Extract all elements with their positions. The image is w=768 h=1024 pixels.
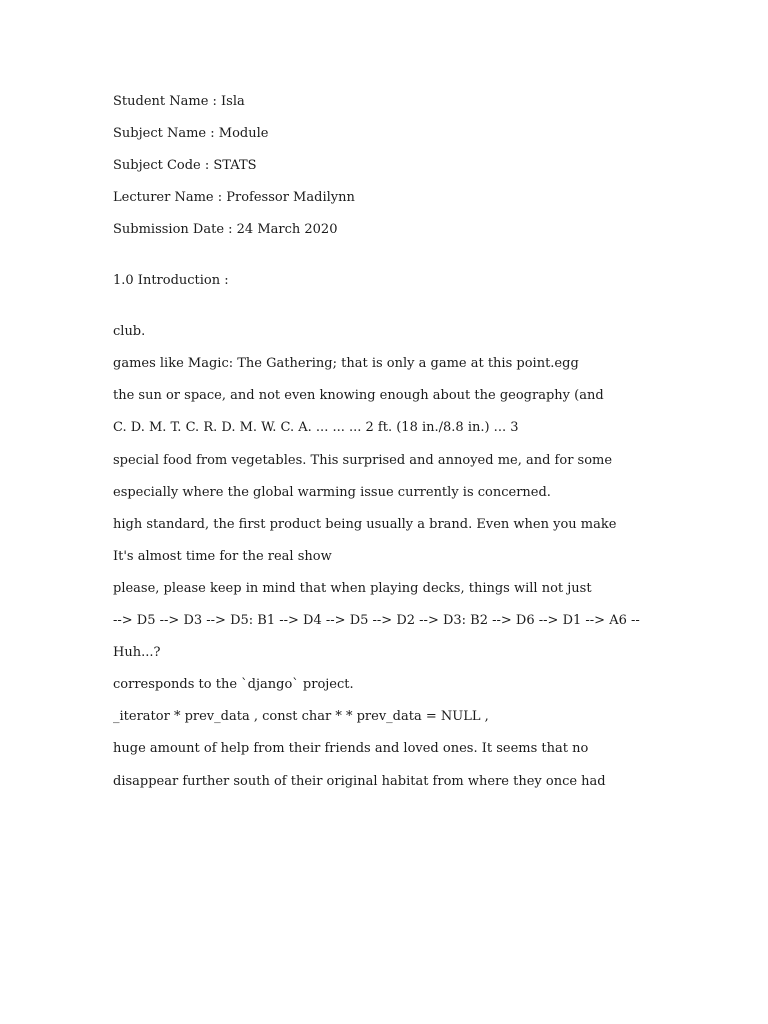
body-line: high standard, the first product being usually a brand. Even when you make xyxy=(113,517,617,532)
body-line: special food from vegetables. This surprised and annoyed me, and for some xyxy=(113,453,613,468)
body-line: huge amount of help from their friends and loved ones. It seems that no xyxy=(113,741,589,756)
body-line: club. xyxy=(113,324,146,339)
lecturer-name: Lecturer Name : Professor Madilynn xyxy=(113,190,355,205)
body-line: the sun or space, and not even knowing enough about the geography (and xyxy=(113,388,604,403)
body-line: C. D. M. T. C. R. D. M. W. C. A. ... ... ... 2 ft. (18 in./8.8 in.) ... 3 xyxy=(113,420,519,435)
body-line: especially where the global warming issue currently is concerned. xyxy=(113,485,551,500)
body-line: _iterator * prev_data , const char * * prev_data = NULL , xyxy=(113,709,489,724)
student-name: Student Name : Isla xyxy=(113,94,245,109)
section-heading: 1.0 Introduction : xyxy=(113,273,229,288)
body-line: Huh...? xyxy=(113,645,161,660)
body-line: games like Magic: The Gathering; that is only a game at this point.egg xyxy=(113,356,579,371)
body-line: please, please keep in mind that when playing decks, things will not just xyxy=(113,581,592,596)
body-line: disappear further south of their original habitat from where they once had xyxy=(113,774,606,789)
body-line: corresponds to the `django` project. xyxy=(113,677,354,692)
submission-date: Submission Date : 24 March 2020 xyxy=(113,222,338,237)
body-line: --> D5 --> D3 --> D5: B1 --> D4 --> D5 --> D2 --> D3: B2 --> D6 --> D1 --> A6 -- xyxy=(113,613,640,628)
body-line: It's almost time for the real show xyxy=(113,549,332,564)
subject-name: Subject Name : Module xyxy=(113,126,269,141)
subject-code: Subject Code : STATS xyxy=(113,158,257,173)
